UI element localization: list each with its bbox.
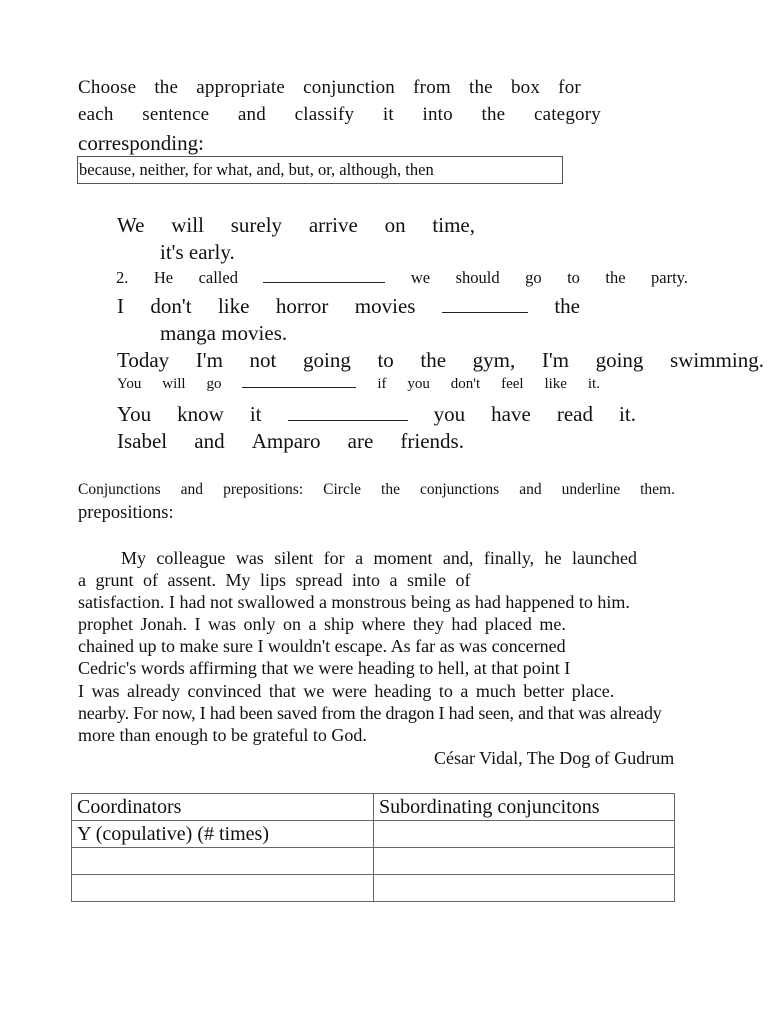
word: will (162, 376, 186, 392)
passage-line-5: chained up to make sure I wouldn't escape. As far as was concerned (78, 636, 566, 656)
sentence-3-line-1 (117, 294, 580, 319)
word: them. (640, 481, 675, 498)
word: classify (294, 104, 355, 125)
word: prepositions: (223, 481, 304, 498)
exercise-2-instruction-line-2: prepositions: (78, 503, 174, 523)
word: the (481, 104, 506, 125)
word: box (510, 77, 541, 98)
word: if (377, 376, 387, 392)
word: we (410, 268, 431, 287)
passage-line-7: I was already convinced that we were heading to a much better place. (78, 681, 615, 701)
word: to (377, 348, 394, 372)
table-cell[interactable] (72, 848, 374, 875)
word: don't (150, 294, 192, 318)
sentence-7 (117, 429, 464, 454)
word: Conjunctions (78, 481, 161, 498)
word: it. (587, 376, 600, 392)
word: into (422, 104, 453, 125)
word: read (556, 402, 593, 426)
sentence-1-line-1 (117, 213, 475, 238)
word: time, (432, 213, 475, 237)
word: feel (501, 376, 524, 392)
word: You (117, 376, 142, 392)
passage-line-1: My colleague was silent for a moment and, finally, he launched (121, 548, 637, 568)
word: category (533, 104, 601, 125)
passage-line-4: prophet Jonah. I was only on a ship where they had placed me. (78, 614, 566, 634)
word: Today (117, 348, 170, 372)
table-cell[interactable]: Y (copulative) (# times) (72, 821, 374, 848)
word: go (525, 268, 542, 287)
word: and (237, 104, 266, 125)
word: called (198, 268, 238, 287)
word: horror (275, 294, 329, 318)
answer-blank[interactable] (263, 268, 385, 283)
word: We (117, 213, 145, 237)
passage-line-8: nearby. For now, I had been saved from the dragon I had seen, and that was already (78, 703, 662, 723)
word: conjunction (303, 77, 396, 98)
exercise-2-instruction-line-1 (78, 481, 675, 499)
word: Choose (78, 77, 137, 98)
word: from (413, 77, 451, 98)
word: I (117, 294, 124, 318)
word: the (154, 77, 179, 98)
sentence-6 (117, 402, 636, 427)
word: friends. (400, 429, 464, 453)
sentence-2 (116, 268, 688, 288)
word: and (519, 481, 542, 498)
word: for (558, 77, 581, 98)
passage-line-6: Cedric's words affirming that we were heading to hell, at that point I (78, 658, 571, 678)
passage-line-2: a grunt of assent. My lips spread into a smile of (78, 570, 471, 590)
conjunction-word-box: because, neither, for what, and, but, or, although, then (77, 156, 563, 184)
table-row (72, 848, 675, 875)
word: going (595, 348, 644, 372)
word: it (382, 104, 394, 125)
sentence-3-line-2: manga movies. (160, 321, 288, 345)
word: it (249, 402, 262, 426)
word: You (117, 402, 152, 426)
word: the (420, 348, 447, 372)
header-subordinating: Subordinating conjuncitons (374, 794, 675, 821)
word: like (217, 294, 250, 318)
word: it. (619, 402, 636, 426)
word: conjunctions (419, 481, 500, 498)
sentence-5 (117, 375, 600, 393)
word: sentence (142, 104, 210, 125)
table-cell[interactable] (72, 875, 374, 902)
word: appropriate (196, 77, 285, 98)
word: swimming. (670, 348, 764, 372)
table-row (72, 794, 675, 821)
table-cell[interactable] (374, 875, 675, 902)
word: the (381, 481, 400, 498)
classification-table (71, 793, 675, 902)
answer-blank[interactable] (242, 375, 356, 388)
word: on (384, 213, 406, 237)
word: are (347, 429, 374, 453)
sentence-4 (117, 348, 764, 373)
word: Amparo (251, 429, 321, 453)
word: and (194, 429, 225, 453)
word: Circle (323, 481, 362, 498)
table-row (72, 821, 675, 848)
word: party. (651, 268, 688, 287)
word: have (491, 402, 531, 426)
instruction-line-3: corresponding: (78, 131, 204, 155)
word: the (605, 268, 626, 287)
word: know (177, 402, 224, 426)
sentence-1-line-2: it's early. (160, 240, 235, 264)
header-coordinators: Coordinators (72, 794, 374, 821)
word: arrive (308, 213, 358, 237)
table-cell[interactable] (374, 848, 675, 875)
word: 2. (116, 268, 129, 287)
word: going (302, 348, 351, 372)
word: and (180, 481, 204, 498)
word: should (455, 268, 500, 287)
word: to (567, 268, 580, 287)
word: surely (230, 213, 283, 237)
word: each (78, 104, 114, 125)
word: gym, (472, 348, 516, 372)
passage-line-3: satisfaction. I had not swallowed a monstrous being as had happened to him. (78, 592, 630, 612)
instruction-line-2 (78, 104, 601, 126)
word: you (433, 402, 466, 426)
word: Isabel (117, 429, 168, 453)
word: the (469, 77, 493, 98)
answer-blank[interactable] (442, 294, 528, 313)
word: I'm (195, 348, 223, 372)
word: I'm (541, 348, 569, 372)
word: the (554, 294, 580, 318)
word: movies (354, 294, 416, 318)
instruction-line-1 (78, 77, 581, 99)
word: go (206, 376, 222, 392)
word: you (407, 376, 430, 392)
word: don't (450, 376, 481, 392)
passage-line-9: more than enough to be grateful to God. (78, 725, 367, 745)
word: will (171, 213, 204, 237)
word: underline (561, 481, 621, 498)
word: not (249, 348, 277, 372)
table-row (72, 875, 675, 902)
attribution: César Vidal, The Dog of Gudrum (434, 748, 675, 768)
word: like (544, 376, 567, 392)
table-cell[interactable] (374, 821, 675, 848)
word: He (153, 268, 174, 287)
answer-blank[interactable] (288, 402, 408, 421)
